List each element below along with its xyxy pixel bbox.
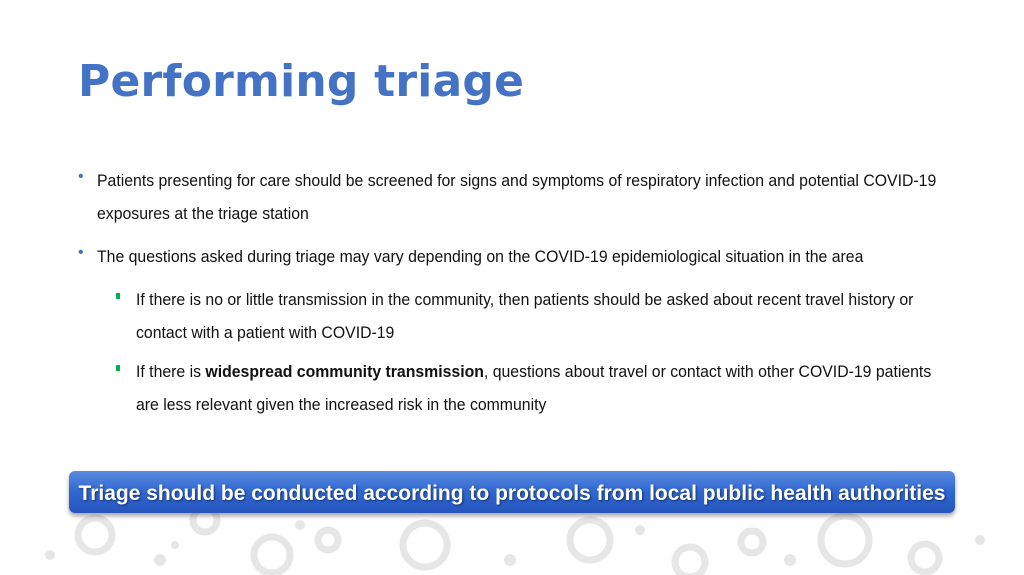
coronavirus-gear-icon: [570, 520, 610, 560]
coronavirus-gear-icon: [821, 516, 869, 564]
bullet-list: [78, 164, 958, 427]
coronavirus-gear-icon: [254, 537, 290, 573]
coronavirus-gear-icon: [403, 523, 447, 567]
coronavirus-gear-icon: [741, 531, 763, 553]
bullet-text: Patients presenting for care should be screened for signs and symptoms of respiratory infection and potential COVID-19 exposures at the triage station: [97, 171, 937, 223]
slide-title: Performing triage: [78, 56, 525, 107]
coronavirus-gear-icon: [78, 518, 112, 552]
bullet-dot-icon: •: [78, 168, 84, 185]
sub-bullet-emphasis: widespread community transmission: [205, 362, 484, 381]
bullet-dot-icon: •: [78, 244, 84, 261]
sub-bullet-text: [136, 355, 939, 421]
bullet-text: The questions asked during triage may vary depending on the COVID-19 epidemiological situation in the area: [97, 247, 864, 266]
sub-bullet-item: [78, 355, 958, 421]
coronavirus-gear-icon: [675, 547, 705, 575]
callout-banner-text: Triage should be conducted according to protocols from local public health authorities: [78, 482, 946, 505]
sub-bullet-suffix: , questions about travel or contact with other COVID-19 patients are less relevant given the increased risk in the community: [136, 362, 932, 414]
coronavirus-gear-icon: [318, 530, 338, 550]
sub-bullet-text: If there is no or little transmission in the community, then patients should be asked about recent travel history or contact with a patient with COVID-19: [136, 290, 914, 342]
bullet-item: [78, 240, 958, 273]
coronavirus-gear-icon: [911, 544, 939, 572]
sub-bullet-square-icon: [116, 293, 120, 299]
sub-bullet-square-icon: [116, 365, 120, 371]
sub-bullet-prefix: If there is: [136, 362, 206, 381]
sub-bullet-item: [78, 283, 958, 349]
bullet-item: [78, 164, 958, 230]
